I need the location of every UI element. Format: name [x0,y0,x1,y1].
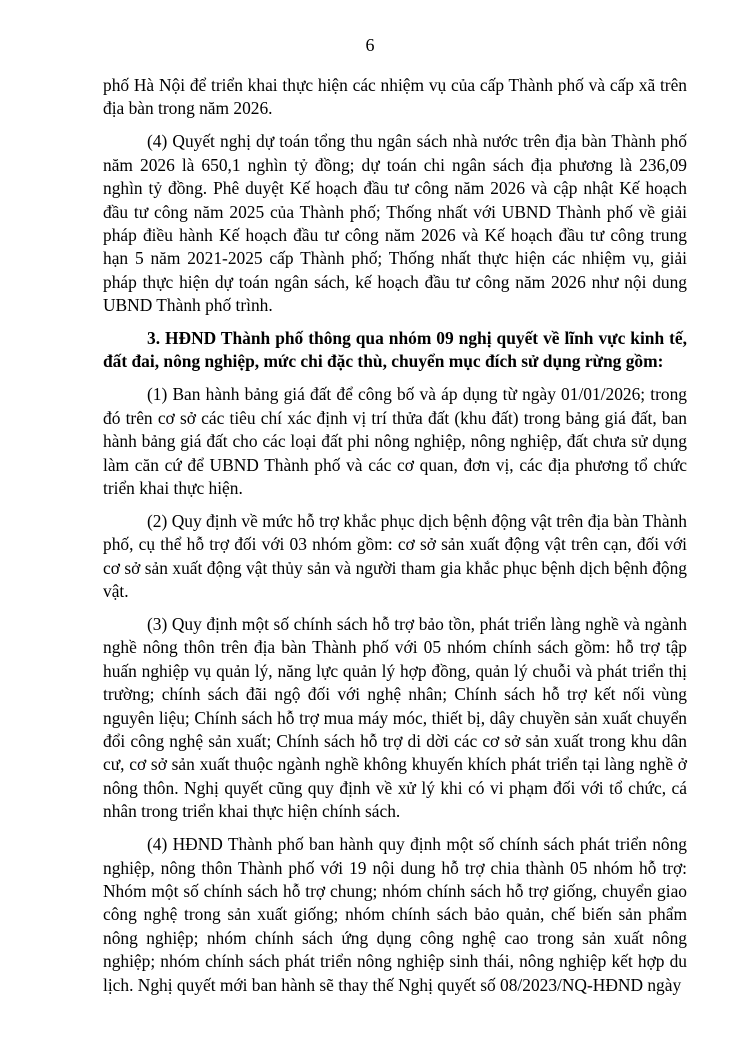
paragraph-craft-village-policy: (3) Quy định một số chính sách hỗ trợ bảo tồn, phát triển làng nghề và ngành nghề nông thôn trên địa bàn Thành phố với 05 nhóm chính sách gồm: hỗ trợ tập huấn nghiệp vụ quản lý, năng lực quản lý hợp đồng, quản lý chuỗi và phát triển thị trường; chính sách đãi ngộ đối với nghệ nhân; Chính sách hỗ trợ kết nối vùng nguyên liệu; Chính sách hỗ trợ mua máy móc, thiết bị, dây chuyền sản xuất chuyển đổi công nghệ sản xuất; Chính sách hỗ trợ di dời các cơ sở sản xuất trong khu dân cư, cơ sở sản xuất thuộc ngành nghề không khuyến khích phát triển tại làng nghề ở nông thôn. Nghị quyết cũng quy định về xử lý khi có vi phạm đối với tổ chức, cá nhân trong triển khai thực hiện chính sách. [103,614,687,822]
paragraph-land-price-table: (1) Ban hành bảng giá đất để công bố và áp dụng từ ngày 01/01/2026; trong đó trên cơ sở các tiêu chí xác định vị trí thửa đất (khu đất) trong bảng giá đất, ban hành bảng giá đất cho các loại đất phi nông nghiệp, nông nghiệp, đất chưa sử dụng làm căn cứ để UBND Thành phố và các cơ quan, đơn vị, các địa phương tổ chức triển khai thực hiện. [103,384,687,498]
paragraph-budget-estimate: (4) Quyết nghị dự toán tổng thu ngân sách nhà nước trên địa bàn Thành phố năm 2026 là 650,1 nghìn tỷ đồng; dự toán chi ngân sách địa phương là 236,09 nghìn tỷ đồng. Phê duyệt Kế hoạch đầu tư công năm 2026 và cập nhật Kế hoạch đầu tư công năm 2025 của Thành phố; Thống nhất với UBND Thành phố về giải pháp điều hành Kế hoạch đầu tư công năm 2026 và Kế hoạch đầu tư công trung hạn 5 năm 2021-2025 cấp Thành phố; Thống nhất thực hiện các nhiệm vụ, giải pháp thực hiện dự toán ngân sách, kế hoạch đầu tư công năm 2026 như nội dung UBND Thành phố trình. [103,131,687,316]
document-body [103,74,687,1007]
paragraph-animal-disease-support: (2) Quy định về mức hỗ trợ khắc phục dịch bệnh động vật trên địa bàn Thành phố, cụ thể hỗ trợ đối với 03 nhóm gồm: cơ sở sản xuất động vật trên cạn, đối với cơ sở sản xuất động vật thủy sản và người tham gia khắc phục bệnh dịch bệnh động vật. [103,510,687,602]
paragraph-continuation: phố Hà Nội để triển khai thực hiện các nhiệm vụ của cấp Thành phố và cấp xã trên địa bàn trong năm 2026. [103,75,687,119]
section-heading-3: 3. HĐND Thành phố thông qua nhóm 09 nghị quyết về lĩnh vực kinh tế, đất đai, nông nghiệp, mức chi đặc thù, chuyển mục đích sử dụng rừng gồm: [103,328,687,372]
paragraph-agriculture-policy: (4) HĐND Thành phố ban hành quy định một số chính sách phát triển nông nghiệp, nông thôn Thành phố với 19 nội dung hỗ trợ chia thành 05 nhóm hỗ trợ: Nhóm một số chính sách hỗ trợ chung; nhóm chính sách hỗ trợ giống, chuyển giao công nghệ trong sản xuất giống; nhóm chính sách bảo quản, chế biến sản phẩm nông nghiệp; nhóm chính sách ứng dụng công nghệ cao trong sản xuất nông nghiệp; nhóm chính sách phát triển nông nghiệp sinh thái, nông nghiệp kết hợp du lịch. Nghị quyết mới ban hành sẽ thay thế Nghị quyết số 08/2023/NQ-HĐND ngày [103,834,687,995]
page-number: 6 [365,35,375,55]
